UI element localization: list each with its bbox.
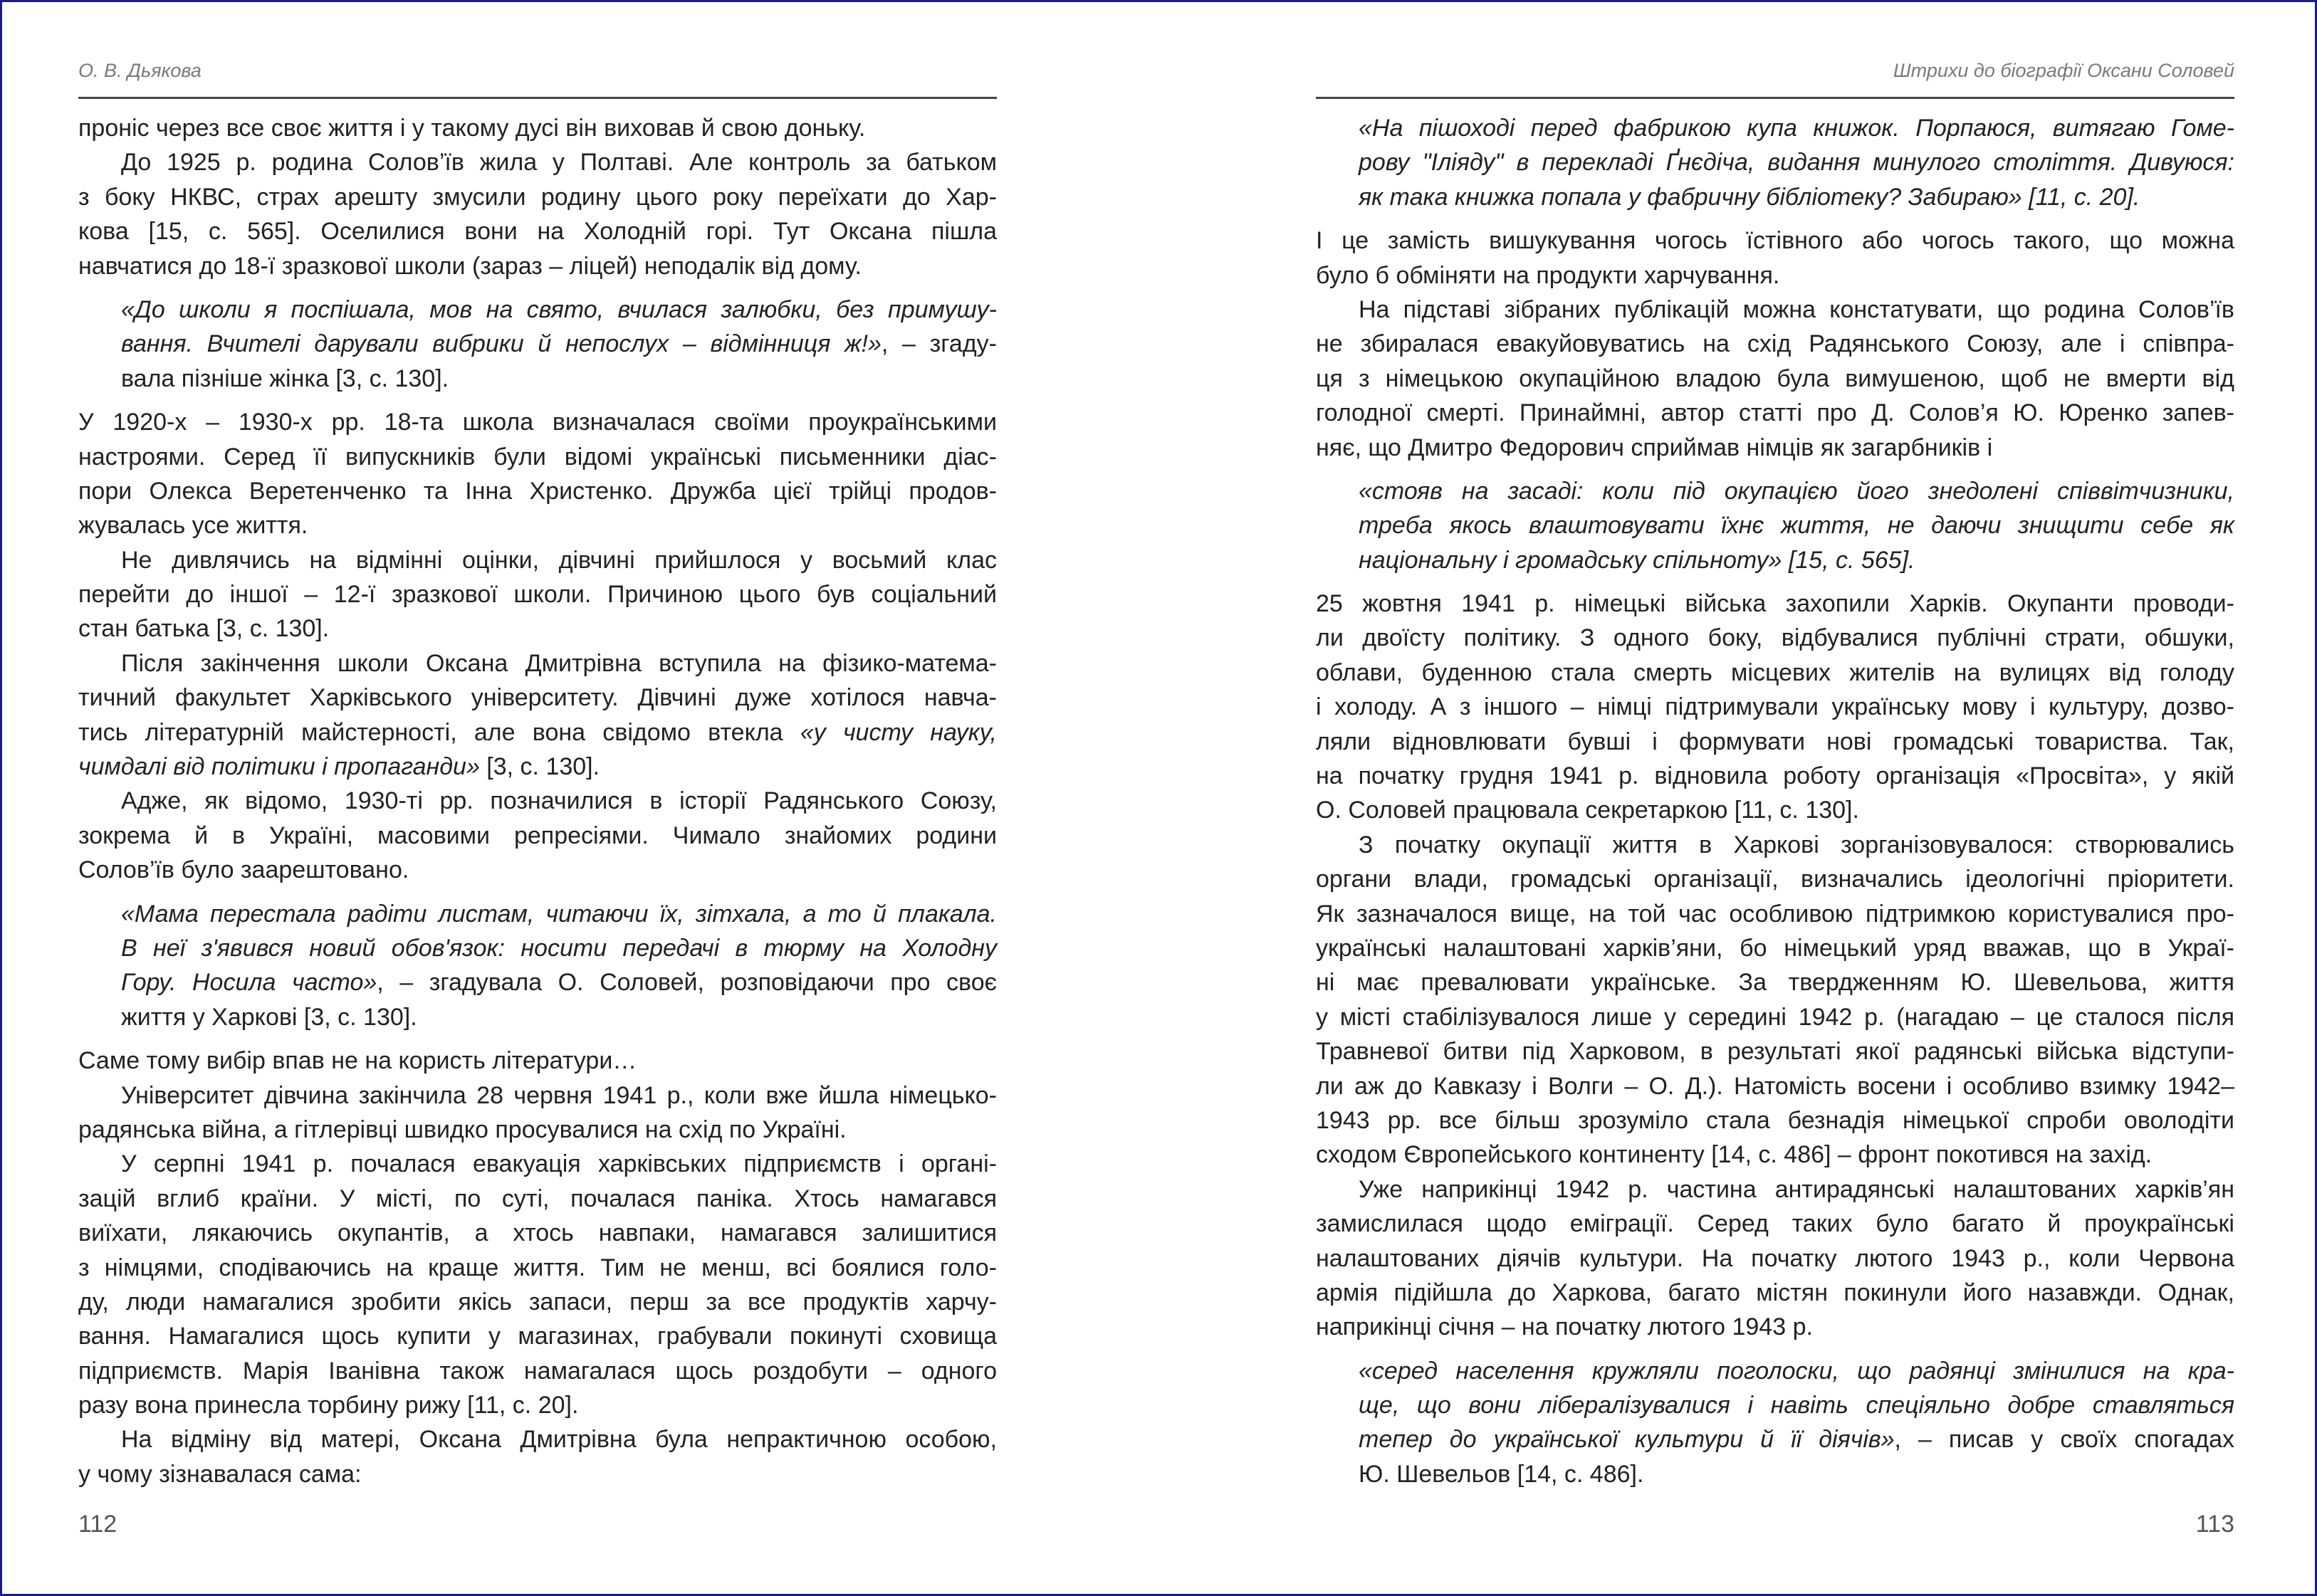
italic-text: «Мама перестала радіти листам, читаючи їх, зітхала, а то й плакала. <box>121 900 997 928</box>
text-line <box>78 1319 997 1353</box>
text-line <box>78 508 997 542</box>
text-line <box>78 1354 997 1388</box>
text-line <box>1316 1310 2234 1344</box>
text-line <box>1316 690 2234 724</box>
text: на початку грудня 1941 р. відновила роботу організація «Просвіта», у якій <box>1316 762 2234 790</box>
text: радянська війна, а гітлерівці швидко просувалися на схід по Україні. <box>78 1115 847 1143</box>
text: українські налаштовані харків’яни, бо німецький уряд вважав, що в Украї- <box>1316 934 2234 962</box>
text: На підставі зібраних публікацій можна констатувати, що родина Солов’їв <box>1359 295 2234 323</box>
text: стан батька [3, с. 130]. <box>78 615 330 643</box>
italic-text: «у чисту науку, <box>800 718 997 746</box>
paragraph <box>1316 828 2234 1172</box>
block-quote <box>121 897 997 1035</box>
block-quote <box>1359 111 2234 214</box>
text-line <box>78 681 997 715</box>
text: У серпні 1941 р. почалася евакуація харківських підприємств і органі- <box>121 1150 997 1178</box>
text-line <box>1316 431 2234 465</box>
text-line <box>121 293 997 327</box>
text-line <box>78 440 997 474</box>
text: пори Олекса Веретенченко та Інна Христенко. Дружба цієї трійці продов- <box>78 477 997 505</box>
left-page <box>78 0 997 1596</box>
text: голодної смерті. Принаймні, автор статті про Д. Солов’я Ю. Юренко запев- <box>1316 399 2234 427</box>
text: Ю. Шевельов [14, с. 486]. <box>1359 1460 1644 1488</box>
text: замислилася щодо еміграції. Серед таких було багато й проукраїнські <box>1316 1210 2234 1238</box>
italic-text: ще, що вони лібералізувалися і навіть спеціяльно добре ставляться <box>1359 1392 2234 1419</box>
text: проніс через все своє життя і у такому дусі він виховав й свою доньку. <box>78 115 866 142</box>
text: тичний факультет Харківського університету. Дівчині дуже хотілося навча- <box>78 684 997 712</box>
paragraph <box>78 1422 997 1491</box>
text-line <box>78 1216 997 1250</box>
text: Університет дівчина закінчила 28 червня 1941 р., коли вже йшла німецько- <box>121 1081 997 1109</box>
text-line <box>1316 759 2234 793</box>
text: , – згадувала О. Соловей, розповідаючи про своє <box>377 969 997 997</box>
text-line <box>1359 543 2234 577</box>
text: тись літературній майстерності, але вона свідомо втекла <box>78 718 800 746</box>
text: навчатися до 18-ї зразкової школи (зараз – ліцей) неподалік від дому. <box>78 252 862 280</box>
italic-text: В неї з'явився новий обов'язок: носити передачі в тюрму на Холодну <box>121 934 997 962</box>
text: було б обміняти на продукти харчування. <box>1316 261 1780 289</box>
paragraph <box>1316 587 2234 828</box>
text-line <box>78 646 997 681</box>
text: Саме тому вибір впав не на користь літератури… <box>78 1047 637 1075</box>
text: і холоду. А з іншого – німці підтримували українську мову і культуру, дозво- <box>1316 693 2234 721</box>
paragraph <box>78 145 997 283</box>
text: разу вона принесла торбину рижу [11, с. 20]. <box>78 1392 579 1419</box>
italic-text: вання. Вчителі дарували вибрики й непослух – відмінниця ж!» <box>121 330 882 358</box>
text-line <box>78 784 997 818</box>
italic-text: Гору. Носила часто» <box>121 969 377 997</box>
text-line <box>1316 1069 2234 1103</box>
text-line <box>78 1285 997 1319</box>
text-line <box>1316 725 2234 759</box>
text-line <box>1316 1034 2234 1069</box>
text: ця з німецькою окупаційною владою була вимушеною, щоб не вмерти від <box>1316 364 2234 392</box>
text: з боку НКВС, страх арешту змусили родину цього року переїхати до Хар- <box>78 183 997 211</box>
text-line <box>121 931 997 965</box>
text-line <box>1316 362 2234 396</box>
text-line <box>1316 828 2234 862</box>
text: кова [15, с. 565]. Оселилися вони на Холодній горі. Тут Оксана пішла <box>78 218 997 246</box>
text: облави, буденною стала смерть місцевих жителів на вулицях від голоду <box>1316 658 2234 686</box>
text: налаштованих діячів культури. На початку лютого 1943 р., коли Червона <box>1316 1244 2234 1272</box>
text-line <box>78 611 997 646</box>
text-line <box>1316 224 2234 258</box>
text-line <box>78 405 997 439</box>
text-line <box>78 853 997 887</box>
text: зацій вглиб країни. У місті, по суті, почалася паніка. Хтось намагався <box>78 1185 997 1212</box>
text-line <box>1316 1207 2234 1241</box>
right-page-body <box>1316 111 2234 1501</box>
text: ли двоїсту політику. З одного боку, відбувалися публічні страти, обшуки, <box>1316 624 2234 652</box>
paragraph <box>1316 293 2234 465</box>
text-line <box>1359 145 2234 179</box>
text: вала пізніше жінка [3, с. 130]. <box>121 364 449 392</box>
running-head-author: О. В. Дьякова <box>78 60 202 81</box>
text-line <box>1316 1000 2234 1034</box>
paragraph <box>78 111 997 145</box>
text: Адже, як відомо, 1930-ті рр. позначилися в історії Радянського Союзу, <box>121 787 997 815</box>
text: органи влади, громадські організації, визначались ідеологічні пріоритети. <box>1316 866 2234 893</box>
italic-text: «До школи я поспішала, мов на свято, вчилася залюбки, без примушу- <box>121 295 997 323</box>
text-line <box>78 1457 997 1491</box>
text: , – писав у своїх спогадах <box>1894 1426 2234 1454</box>
text: жувалась усе життя. <box>78 512 308 540</box>
text: ли аж до Кавказу і Волги – О. Д.). Натомість восени і особливо взимку 1942– <box>1316 1072 2234 1100</box>
text: І це замість вишукування чогось їстівного або чогось такого, що можна <box>1316 227 2234 255</box>
text-line <box>121 1000 997 1034</box>
paragraph <box>78 1147 997 1422</box>
text-line <box>1316 1138 2234 1172</box>
italic-text: рову "Іліяду" в перекладі Ґнєдіча, видання минулого століття. Дивуюся: <box>1359 149 2234 177</box>
text: 1943 рр. все більш зрозуміло стала безнадія німецької спроби оволодіти <box>1316 1106 2234 1134</box>
text-line <box>1359 474 2234 508</box>
text-line <box>1316 258 2234 293</box>
text-line <box>121 897 997 931</box>
text: ляли відновлювати бувші і формувати нові громадські товариства. Так, <box>1316 728 2234 755</box>
block-quote <box>1359 474 2234 577</box>
paragraph <box>78 1044 997 1078</box>
text-line <box>1316 1172 2234 1207</box>
text: перейти до іншої – 12-ї зразкової школи. Причиною цього був соціальний <box>78 581 997 609</box>
italic-text: треба якось влаштовувати їхнє життя, не даючи знищити себе як <box>1359 512 2234 540</box>
text-line <box>1359 508 2234 542</box>
text: наприкінці січня – на початку лютого 1943 р. <box>1316 1313 1813 1341</box>
text: вання. Намагалися щось купити у магазинах, грабували покинуті сховища <box>78 1323 997 1350</box>
paragraph <box>78 646 997 784</box>
text-line <box>78 1113 997 1147</box>
text: Не дивлячись на відмінні оцінки, дівчині прийшлося у восьмий клас <box>121 546 997 574</box>
text-line <box>78 145 997 179</box>
paragraph <box>78 405 997 543</box>
text: армія підійшла до Харкова, багато містян покинули його назавжди. Однак, <box>1316 1279 2234 1306</box>
italic-text: тепер до української культури й її діячів» <box>1359 1426 1895 1454</box>
text-line <box>78 750 997 784</box>
text-line <box>121 362 997 396</box>
text: у місті стабілізувалося лише у середині 1942 р. (нагадаю – це сталося після <box>1316 1003 2234 1031</box>
text-line <box>1359 180 2234 214</box>
text-line <box>1316 621 2234 655</box>
text: У 1920-х – 1930-х рр. 18-та школа визначалася своїми проукраїнськими <box>78 409 997 436</box>
block-quote <box>121 293 997 396</box>
text-line <box>1316 1276 2234 1310</box>
text-line <box>1316 862 2234 896</box>
text: підприємств. Марія Іванівна також намагалася щось роздобути – одного <box>78 1357 997 1385</box>
text: настроями. Серед її випускників були відомі українські письменники діас- <box>78 443 997 471</box>
text: Як зазначалося вище, на той час особливою підтримкою користувалися про- <box>1316 900 2234 928</box>
text-line <box>1316 327 2234 361</box>
paragraph <box>78 543 997 646</box>
running-head-title: Штрихи до біографії Оксани Соловей <box>1893 60 2234 81</box>
text-line <box>1359 111 2234 145</box>
text: з німцями, сподіваючись на краще життя. Тим не менш, всі боялися голо- <box>78 1254 997 1281</box>
text-line <box>1316 396 2234 430</box>
text: зокрема й в Україні, масовими репресіями. Чимало знайомих родини <box>78 821 997 849</box>
paragraph <box>78 784 997 887</box>
italic-text: «стояв на засаді: коли під окупацією його знедолені співвітчизники, <box>1359 477 2234 505</box>
text-line <box>1359 1457 2234 1491</box>
italic-text: як така книжка попала у фабричну бібліотеку? Забираю» [11, с. 20]. <box>1359 183 2140 211</box>
text: З початку окупації життя в Харкові зорганізовувалося: створювались <box>1359 831 2234 859</box>
text: , – згаду- <box>881 330 997 358</box>
text-line <box>1316 587 2234 621</box>
block-quote <box>1359 1354 2234 1492</box>
text: На відміну від матері, Оксана Дмитрівна була непрактичною особою, <box>121 1426 997 1454</box>
text-line <box>1359 1422 2234 1456</box>
text-line <box>1316 965 2234 999</box>
text-line <box>1316 1241 2234 1276</box>
text-line <box>78 543 997 577</box>
text-line <box>1316 656 2234 690</box>
text-line <box>1316 293 2234 327</box>
text-line <box>121 327 997 361</box>
text-line <box>1359 1388 2234 1422</box>
text-line <box>78 1388 997 1422</box>
text: Солов’їв було заарештовано. <box>78 856 409 884</box>
text-line <box>121 965 997 999</box>
right-page <box>1316 0 2234 1596</box>
text-line <box>78 577 997 611</box>
text: Уже наприкінці 1942 р. частина антирадянські налаштованих харків’ян <box>1359 1175 2234 1203</box>
text-line <box>1316 1103 2234 1138</box>
page-number: 113 <box>2195 1511 2234 1538</box>
paragraph <box>78 1078 997 1148</box>
text: у чому зізнавалася сама: <box>78 1460 362 1488</box>
left-page-body <box>78 111 997 1491</box>
text: сходом Європейського континенту [14, с. 486] – фронт покотився на захід. <box>1316 1141 2153 1169</box>
text: 25 жовтня 1941 р. німецькі війська захопили Харків. Окупанти проводи- <box>1316 590 2234 618</box>
text-line <box>78 214 997 248</box>
text-line <box>78 819 997 853</box>
text: О. Соловей працювала секретаркою [11, с. 130]. <box>1316 797 1859 824</box>
text: До 1925 р. родина Солов’їв жила у Полтаві. Але контроль за батьком <box>121 149 997 177</box>
text: [3, с. 130]. <box>479 753 600 781</box>
text-line <box>1316 931 2234 965</box>
text-line <box>78 180 997 214</box>
header-rule <box>78 97 997 99</box>
text-line <box>78 249 997 283</box>
italic-text: «На пішоході перед фабрикою купа книжок. Порпаюся, витягаю Гоме- <box>1359 115 2234 142</box>
text: Травневої битви під Харковом, в результаті якої радянські війська відступи- <box>1316 1038 2234 1066</box>
text-line <box>78 715 997 750</box>
text: ні має превалювати українське. За твердженням Ю. Шевельова, життя <box>1316 969 2234 997</box>
text-line <box>1359 1354 2234 1388</box>
header-rule <box>1316 97 2234 99</box>
text: няє, що Дмитро Федорович сприймав німців як загарбників і <box>1316 434 1993 461</box>
italic-text: «серед населення кружляли поголоски, що радянці змінилися на кра- <box>1359 1357 2234 1385</box>
text: не збиралася евакуйовуватись на схід Радянського Союзу, але і співпра- <box>1316 330 2234 358</box>
text: ду, люди намагалися зробити якісь запаси, перш за все продуктів харчу- <box>78 1288 997 1316</box>
text-line <box>78 1078 997 1113</box>
text-line <box>78 1422 997 1456</box>
italic-text: чимдалі від політики і пропаганди» <box>78 753 480 781</box>
text-line <box>78 1044 997 1078</box>
text: Після закінчення школи Оксана Дмитрівна вступила на фізико-матема- <box>121 649 997 677</box>
page-number: 112 <box>78 1511 117 1538</box>
text: виїхати, лякаючись окупантів, а хтось навпаки, намагався залишитися <box>78 1219 997 1247</box>
text-line <box>78 111 997 145</box>
text-line <box>78 1182 997 1216</box>
text-line <box>78 1251 997 1285</box>
paragraph <box>1316 1172 2234 1345</box>
text-line <box>1316 897 2234 931</box>
text-line <box>1316 793 2234 827</box>
paragraph <box>1316 224 2234 293</box>
text-line <box>78 474 997 508</box>
text: життя у Харкові [3, с. 130]. <box>121 1003 417 1031</box>
text-line <box>78 1147 997 1181</box>
italic-text: національну і громадську спільноту» [15, с. 565]. <box>1359 546 1915 574</box>
